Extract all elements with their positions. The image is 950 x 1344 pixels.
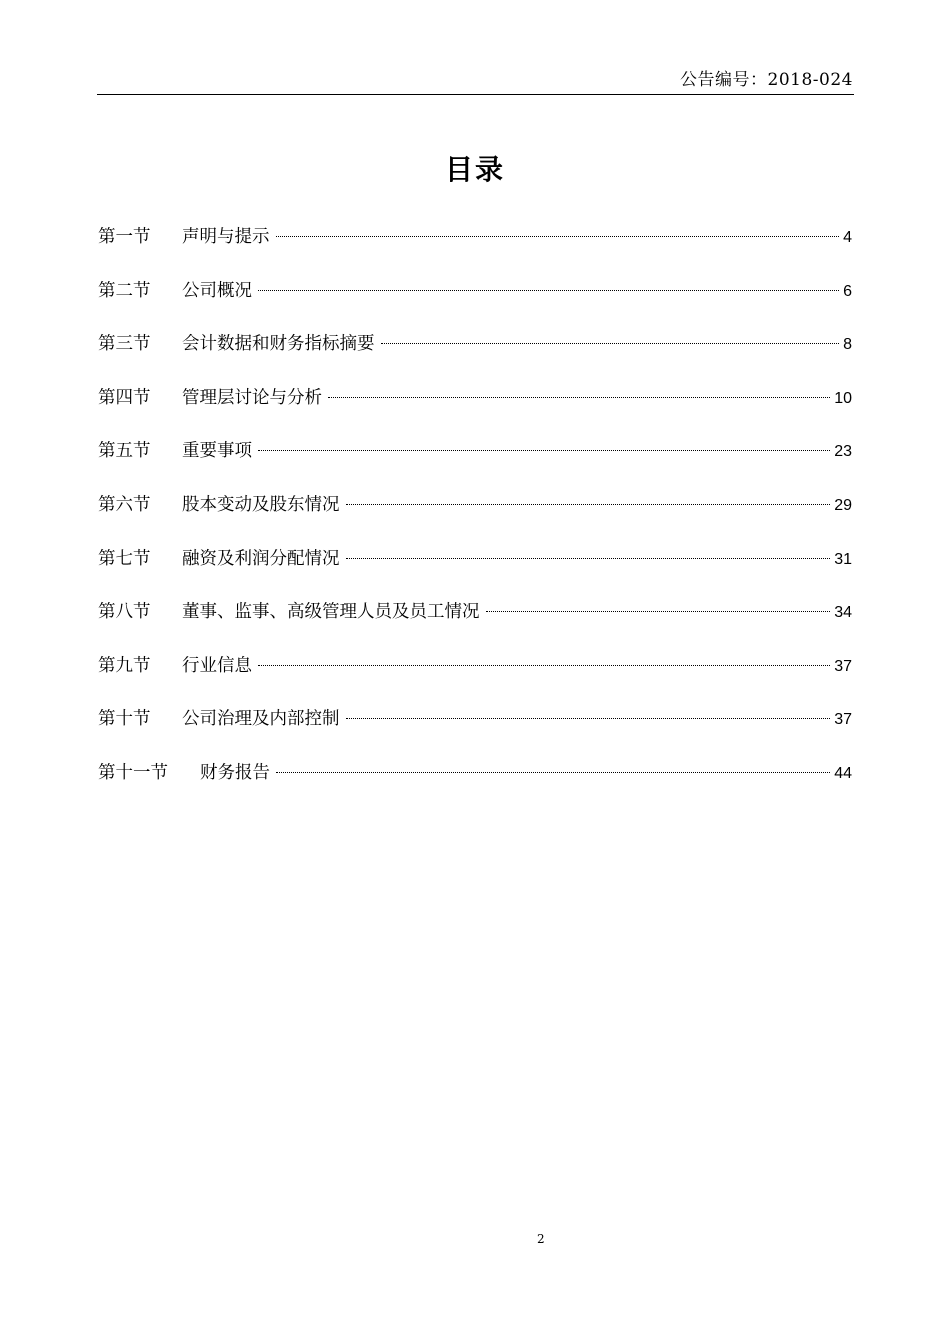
header-divider [97,94,854,95]
toc-section-title: 股本变动及股东情况 [182,494,340,515]
toc-dot-leader [258,290,839,291]
toc-dot-leader [381,343,840,344]
table-of-contents [98,224,852,814]
toc-page-number: 34 [834,604,852,622]
toc-page-number: 10 [834,389,852,407]
toc-dot-leader [346,718,831,719]
toc-section-number: 第十一节 [98,762,168,783]
toc-section-number: 第一节 [98,227,151,247]
toc-page-number: 37 [834,711,852,729]
toc-entry-5[interactable] [98,438,852,492]
toc-entry-3[interactable] [98,331,852,385]
toc-section-title: 管理层讨论与分析 [182,387,322,408]
toc-section-title: 财务报告 [200,762,270,783]
toc-page-number: 4 [843,229,852,246]
toc-dot-leader [258,665,830,666]
toc-section-number: 第二节 [98,280,151,301]
toc-section-number: 第十节 [98,709,151,730]
toc-section-title: 融资及利润分配情况 [182,548,340,569]
toc-title: 目录 [444,153,505,186]
doc-number-header: 公告编号：2018-024 [680,70,853,90]
toc-entry-10[interactable] [98,706,852,760]
toc-section-title: 行业信息 [182,655,252,676]
toc-section-title: 会计数据和财务指标摘要 [182,334,375,355]
toc-dot-leader [258,450,830,451]
toc-section-title: 声明与提示 [182,227,270,247]
toc-section-title: 公司治理及内部控制 [182,709,340,730]
toc-section-number: 第四节 [98,387,151,408]
toc-entry-9[interactable] [98,653,852,707]
toc-dot-leader [276,236,840,237]
toc-page-number: 8 [843,336,852,354]
toc-entry-6[interactable] [98,492,852,546]
toc-entry-2[interactable] [98,278,852,332]
toc-entry-8[interactable] [98,599,852,653]
toc-section-number: 第七节 [98,548,151,569]
toc-dot-leader [276,772,830,773]
toc-page-number: 37 [834,657,852,675]
toc-dot-leader [346,504,831,505]
toc-dot-leader [328,397,830,398]
toc-dot-leader [486,611,831,612]
toc-section-number: 第五节 [98,441,151,462]
toc-section-title: 公司概况 [182,280,252,301]
toc-page-number: 6 [843,282,852,300]
footer-page-number: 2 [537,1232,545,1246]
toc-page-number: 29 [834,496,852,514]
toc-dot-leader [346,558,831,559]
toc-section-number: 第九节 [98,655,151,676]
toc-section-number: 第六节 [98,494,151,515]
toc-section-title: 董事、监事、高级管理人员及员工情况 [182,602,480,623]
toc-page-number: 23 [834,443,852,461]
toc-page-number: 31 [834,550,852,568]
toc-page-number: 44 [834,764,852,782]
toc-section-title: 重要事项 [182,441,252,462]
toc-section-number: 第三节 [98,334,151,355]
toc-entry-11[interactable] [98,760,852,814]
toc-entry-7[interactable] [98,546,852,600]
toc-section-number: 第八节 [98,602,151,623]
toc-entry-4[interactable] [98,385,852,439]
toc-entry-1[interactable] [98,224,852,278]
